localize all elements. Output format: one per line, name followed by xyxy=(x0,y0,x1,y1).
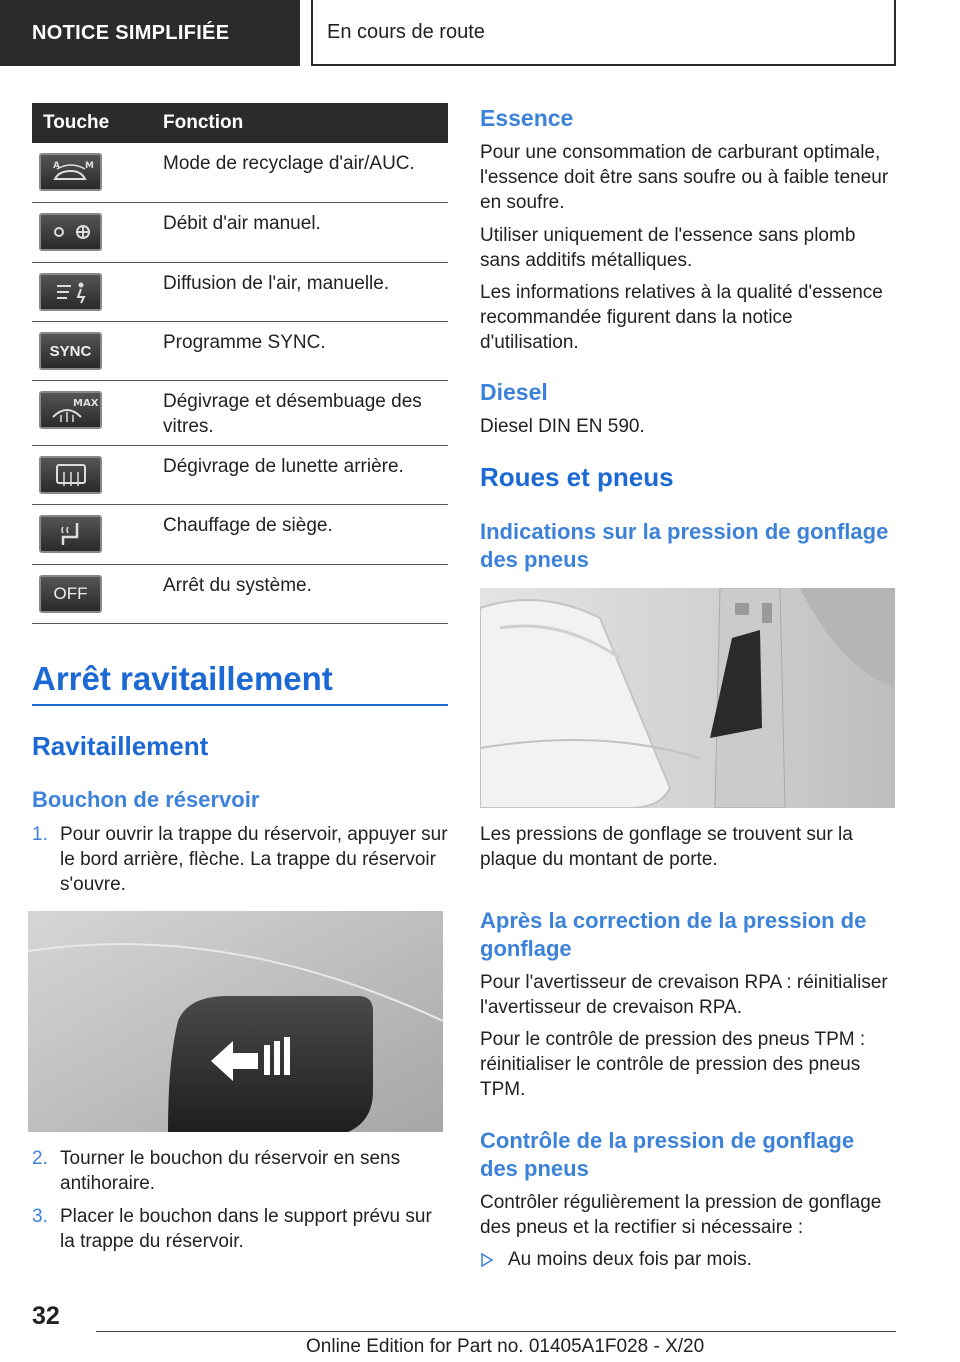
function-table xyxy=(32,103,448,624)
sync-key-icon: SYNC xyxy=(39,332,102,370)
triangle-bullet-icon xyxy=(480,1247,508,1274)
paragraph: Utiliser uniquement de l'essence sans plomb sans additifs métalliques. xyxy=(480,225,856,271)
table-row-text: Débit d'air manuel. xyxy=(163,213,321,234)
heading-roues-pneus: Roues et pneus xyxy=(480,462,674,492)
heading-bouchon-reservoir: Bouchon de réservoir xyxy=(32,787,260,812)
heading-indications-pression: Indications sur la pression de gonflage des pneus xyxy=(480,519,889,572)
table-row-text: Mode de recyclage d'air/AUC. xyxy=(163,153,415,174)
footer-divider xyxy=(96,1331,896,1332)
step-number: 1. xyxy=(32,824,48,845)
step-number: 3. xyxy=(32,1206,48,1227)
paragraph: Pour le contrôle de pression des pneus TPM : réinitialiser le contrôle de pression des pneus TPM. xyxy=(480,1029,866,1100)
air-distribution-key-icon xyxy=(39,273,102,311)
table-row-text: Diffusion de l'air, manuelle. xyxy=(163,273,390,294)
list-item xyxy=(480,1247,895,1274)
heading-ravitaillement: Ravitaillement xyxy=(32,731,209,761)
paragraph: Pour une consommation de carburant optimale, l'essence doit être sans soufre ou à faible teneur en soufre. xyxy=(480,142,889,213)
table-header xyxy=(32,103,448,143)
chapter-title: En cours de route xyxy=(311,0,896,66)
step-text: Tourner le bouchon du réservoir en sens antihoraire. xyxy=(60,1148,401,1194)
table-row-text: Dégivrage et désembuage des vitres. xyxy=(163,391,422,437)
max-label: MAX xyxy=(72,398,98,409)
list-item xyxy=(32,1146,448,1196)
step-text: Pour ouvrir la trappe du réservoir, appuyer sur le bord arrière, flèche. La trappe du réservoir s'ouvre. xyxy=(60,824,448,895)
fuel-flap-image xyxy=(28,911,443,1132)
paragraph: Diesel DIN EN 590. xyxy=(480,416,645,437)
air-recirculation-auc-key-icon xyxy=(39,153,102,191)
table-row-text: Chauffage de siège. xyxy=(163,515,333,536)
heading-diesel: Diesel xyxy=(480,379,548,405)
footer-edition: Online Edition for Part no. 01405A1F028 - X/20 xyxy=(306,1336,705,1357)
table-row xyxy=(32,446,448,505)
table-row xyxy=(32,505,448,565)
table-header-function: Fonction xyxy=(163,112,244,133)
heading-essence: Essence xyxy=(480,105,574,131)
heading-arret-ravitaillement: Arrêt ravitaillement xyxy=(32,660,448,706)
rear-defrost-key-icon xyxy=(39,456,102,494)
table-row xyxy=(32,143,448,203)
table-row-text: Arrêt du système. xyxy=(163,575,312,596)
table-row xyxy=(32,263,448,322)
paragraph: Pour l'avertisseur de crevaison RPA : réinitialiser l'avertisseur de crevaison RPA. xyxy=(480,972,888,1018)
max-defrost-key-icon xyxy=(39,391,102,429)
paragraph: Les pressions de gonflage se trouvent sur la plaque du montant de porte. xyxy=(480,824,853,870)
page-number: 32 xyxy=(32,1302,60,1330)
table-row xyxy=(32,381,448,446)
section-title: NOTICE SIMPLIFIÉE xyxy=(0,0,300,66)
off-key-icon: OFF xyxy=(39,575,102,613)
svg-text:M: M xyxy=(84,161,94,171)
step-number: 2. xyxy=(32,1148,48,1169)
door-pillar-tire-label-image xyxy=(480,588,895,808)
table-row-text: Dégivrage de lunette arrière. xyxy=(163,456,404,477)
list-item xyxy=(32,1204,448,1254)
paragraph: Les informations relatives à la qualité d'essence recommandée figurent dans la notice d'utilisation. xyxy=(480,282,883,353)
paragraph: Contrôler régulièrement la pression de gonflage des pneus et la rectifier si nécessaire : xyxy=(480,1192,882,1238)
fan-key-icon xyxy=(39,213,102,251)
heading-controle-pression: Contrôle de la pression de gonflage des pneus xyxy=(480,1128,855,1181)
bullet-text: Au moins deux fois par mois. xyxy=(508,1249,752,1270)
svg-text:A: A xyxy=(52,161,60,171)
table-row xyxy=(32,203,448,263)
seat-heating-key-icon xyxy=(39,515,102,553)
table-row xyxy=(32,565,448,624)
table-header-key: Touche xyxy=(43,112,110,133)
table-row xyxy=(32,322,448,381)
table-row-text: Programme SYNC. xyxy=(163,332,326,353)
step-text: Placer le bouchon dans le support prévu sur la trappe du réservoir. xyxy=(60,1206,432,1252)
heading-apres-correction: Après la correction de la pression de gonflage xyxy=(480,908,867,961)
list-item xyxy=(32,822,448,897)
